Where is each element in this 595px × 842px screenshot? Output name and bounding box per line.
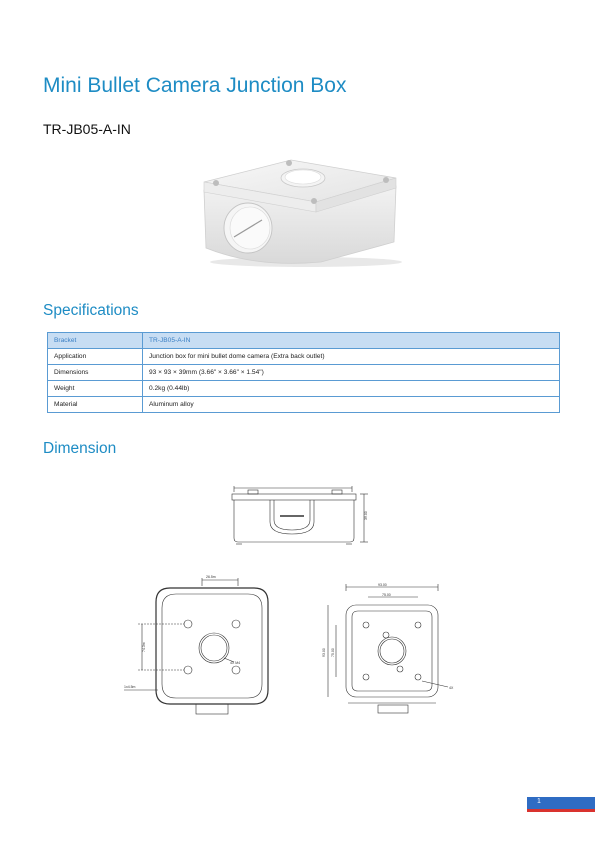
svg-text:4X: 4X <box>449 686 454 690</box>
table-row <box>48 397 560 413</box>
table-header-row <box>48 333 560 349</box>
svg-text:1x4.5m: 1x4.5m <box>124 685 136 689</box>
table-cell: Junction box for mini bullet dome camera (Extra back outlet) <box>143 349 560 365</box>
svg-text:4X M4: 4X M4 <box>230 661 241 665</box>
svg-text:26.5m: 26.5m <box>206 575 216 579</box>
specifications-table <box>47 332 560 413</box>
junction-box-photo <box>196 150 406 268</box>
table-row <box>48 365 560 381</box>
bottom-view-drawing <box>118 570 283 720</box>
table-row <box>48 349 560 365</box>
table-cell: Dimensions <box>48 365 143 381</box>
svg-text:93.00: 93.00 <box>322 648 326 657</box>
table-cell: Material <box>48 397 143 413</box>
page-number: 1 <box>537 798 541 805</box>
svg-text:75.00: 75.00 <box>331 648 335 657</box>
table-cell: TR-JB05-A-IN <box>143 333 560 349</box>
table-cell: Aluminum alloy <box>143 397 560 413</box>
page-title: Mini Bullet Camera Junction Box <box>43 74 347 97</box>
section-specifications: Specifications <box>43 302 139 319</box>
section-dimension: Dimension <box>43 440 117 457</box>
table-cell: Weight <box>48 381 143 397</box>
table-cell: 0.2kg (0.44lb) <box>143 381 560 397</box>
footer-accent <box>527 809 595 812</box>
svg-text:75.00: 75.00 <box>382 593 391 597</box>
side-view-drawing <box>222 482 382 552</box>
top-view-drawing <box>308 575 473 720</box>
table-cell: Application <box>48 349 143 365</box>
model-number: TR-JB05-A-IN <box>43 121 131 137</box>
svg-text:39.00: 39.00 <box>364 511 368 520</box>
svg-text:74.3m: 74.3m <box>142 642 146 652</box>
table-row <box>48 381 560 397</box>
table-cell: Bracket <box>48 333 143 349</box>
svg-text:93.00: 93.00 <box>378 583 387 587</box>
table-cell: 93 × 93 × 39mm (3.66" × 3.66" × 1.54") <box>143 365 560 381</box>
